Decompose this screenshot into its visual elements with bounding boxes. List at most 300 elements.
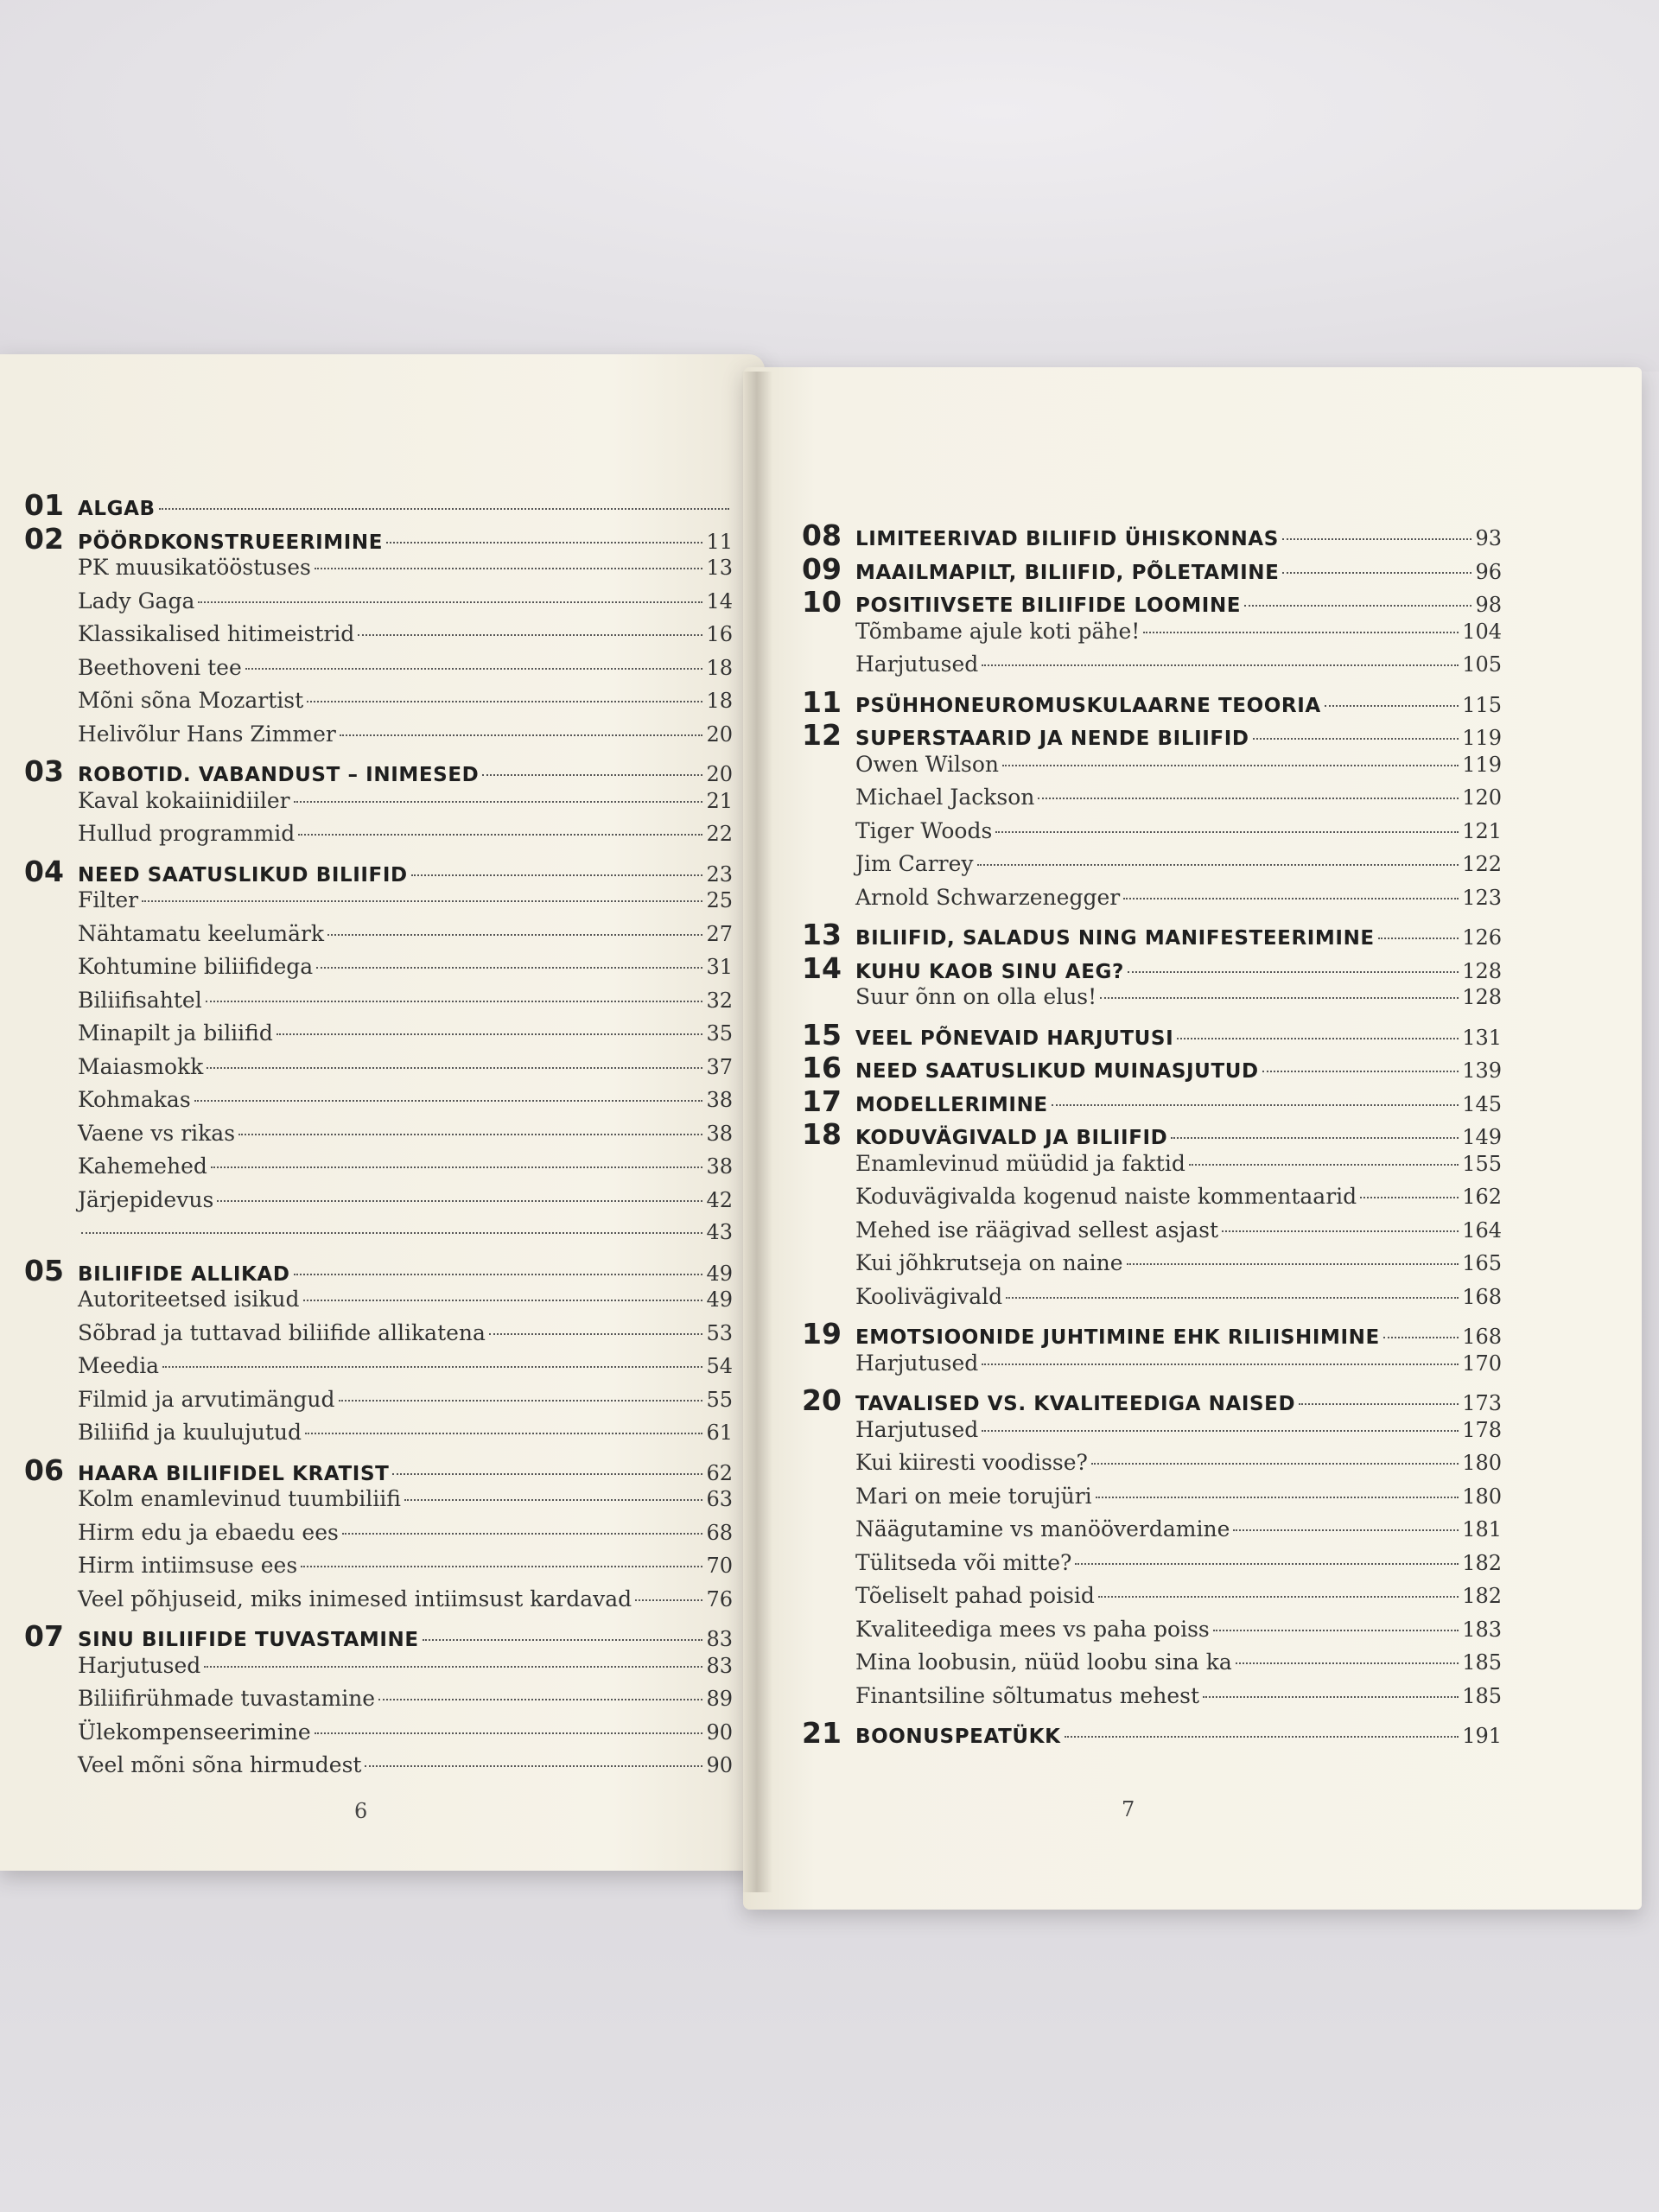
toc-page-number: 68 — [706, 1520, 733, 1545]
dot-leader — [489, 1333, 703, 1335]
chapter-number: 08 — [802, 518, 842, 552]
toc-page-number: 104 — [1462, 619, 1502, 644]
dot-leader — [1203, 1696, 1459, 1698]
toc-page-number: 11 — [706, 529, 733, 554]
toc-page-number: 83 — [706, 1627, 733, 1651]
dot-leader — [162, 1366, 702, 1368]
toc-page-number: 16 — [706, 622, 733, 646]
section-title: Mehed ise räägivad sellest asjast — [855, 1217, 1219, 1243]
section-title: Jim Carrey — [855, 851, 974, 876]
toc-page-number: 126 — [1462, 925, 1502, 950]
toc-subentry — [24, 588, 733, 622]
toc-subentry — [24, 1586, 733, 1620]
toc-subentry — [24, 1121, 733, 1154]
toc-chapter-entry — [802, 585, 1502, 619]
section-title: Biliifirühmade tuvastamine — [78, 1686, 376, 1711]
section-title: Tülitseda või mitte? — [855, 1549, 1072, 1575]
toc-page-number: 49 — [706, 1287, 733, 1312]
dot-leader — [206, 1001, 703, 1002]
toc-subentry — [24, 1054, 733, 1088]
section-title: Helivõlur Hans Zimmer — [78, 721, 336, 747]
chapter-title: LIMITEERIVAD BILIIFID ÜHISKONNAS — [855, 528, 1279, 550]
toc-page-number: 105 — [1462, 652, 1502, 677]
chapter-number: 21 — [802, 1716, 842, 1750]
toc-page-number: 23 — [706, 861, 733, 887]
section-title: Kohtumine biliifidega — [78, 954, 314, 979]
section-title: Harjutused — [78, 1652, 201, 1678]
chapter-title: PÖÖRDKONSTRUEERIMINE — [78, 531, 384, 554]
toc-subentry — [24, 1020, 733, 1054]
dot-leader — [1222, 1230, 1459, 1232]
chapter-number: 19 — [802, 1317, 842, 1351]
toc-page-number: 182 — [1462, 1550, 1502, 1575]
dot-leader — [982, 1363, 1459, 1365]
section-title: Tõmbame ajule koti pähe! — [855, 618, 1141, 644]
toc-subentry — [802, 652, 1502, 685]
toc-page-number: 20 — [706, 762, 733, 786]
chapter-number: 03 — [24, 754, 64, 788]
toc-subentry — [24, 921, 733, 955]
section-title: Klassikalised hitimeistrid — [78, 621, 355, 646]
chapter-title: SINU BILIIFIDE TUVASTAMINE — [78, 1629, 419, 1651]
dot-leader — [1098, 1596, 1459, 1598]
dot-leader — [358, 634, 702, 636]
toc-page-number: 185 — [1462, 1683, 1502, 1708]
toc-page-number: 180 — [1462, 1451, 1502, 1475]
toc-subentry — [24, 555, 733, 588]
toc-subentry — [24, 1320, 733, 1354]
toc-page-number: 182 — [1462, 1584, 1502, 1608]
toc-page-number: 43 — [706, 1220, 733, 1244]
dot-leader — [1325, 705, 1459, 707]
toc-subentry — [24, 1087, 733, 1121]
chapter-number: 07 — [24, 1619, 64, 1653]
toc-subentry — [802, 1550, 1502, 1584]
dot-leader — [245, 668, 703, 670]
toc-page-number: 165 — [1462, 1251, 1502, 1275]
dot-leader — [1282, 538, 1472, 540]
toc-subentry — [24, 788, 733, 822]
toc-page-number: 35 — [706, 1021, 733, 1046]
chapter-title: VEEL PÕNEVAID HARJUTUSI — [855, 1027, 1174, 1050]
toc-page-number: 42 — [706, 1187, 733, 1212]
toc-chapter-entry — [24, 1619, 733, 1653]
chapter-number: 16 — [802, 1051, 842, 1084]
toc-page-number: 22 — [706, 822, 733, 846]
chapter-number: 04 — [24, 854, 64, 888]
toc-page-number: 63 — [706, 1487, 733, 1511]
toc-page-number: 38 — [706, 1154, 733, 1179]
toc-page-number: 32 — [706, 988, 733, 1013]
toc-page-number: 120 — [1462, 785, 1502, 810]
toc-chapter-entry — [802, 1383, 1502, 1417]
dot-leader — [378, 1699, 702, 1700]
section-title: Näägutamine vs manööverdamine — [855, 1516, 1230, 1541]
dot-leader — [1100, 997, 1459, 999]
dot-leader — [411, 874, 703, 876]
dot-leader — [1052, 1104, 1459, 1106]
section-title: Harjutused — [855, 1350, 979, 1376]
dot-leader — [207, 1067, 702, 1069]
dot-leader — [1096, 1497, 1459, 1498]
toc-subentry — [24, 1719, 733, 1753]
dot-leader — [315, 1732, 703, 1734]
dot-leader — [142, 900, 702, 902]
dot-leader — [305, 1433, 702, 1434]
section-title: Biliifid ja kuulujutud — [78, 1420, 302, 1445]
toc-subentry — [802, 1617, 1502, 1650]
chapter-number: 10 — [802, 585, 842, 619]
section-title: Kui kiiresti voodisse? — [855, 1450, 1088, 1475]
toc-chapter-entry — [802, 1018, 1502, 1052]
dot-leader — [159, 508, 729, 510]
dot-leader — [386, 542, 702, 543]
toc-page-number: 181 — [1462, 1517, 1502, 1541]
chapter-title: NEED SAATUSLIKUD MUINASJUTUD — [855, 1060, 1259, 1083]
dot-leader — [316, 967, 702, 969]
toc-chapter-entry — [802, 685, 1502, 719]
toc-page-number: 131 — [1462, 1025, 1502, 1050]
dot-leader — [392, 1473, 702, 1475]
toc-subentry — [802, 885, 1502, 918]
chapter-title: BILIIFIDE ALLIKAD — [78, 1262, 290, 1286]
book-gutter — [741, 372, 772, 1892]
dot-leader — [1236, 1662, 1459, 1664]
section-title: Ülekompenseerimine — [78, 1719, 311, 1745]
section-title: Maiasmokk — [78, 1053, 204, 1079]
toc-chapter-entry — [24, 522, 733, 556]
section-title: Koolivägivald — [855, 1283, 1003, 1309]
section-title: Enamlevinud müüdid ja faktid — [855, 1150, 1185, 1176]
toc-page-number: 38 — [706, 1088, 733, 1112]
toc-page-number: 168 — [1462, 1325, 1502, 1349]
section-title: Kahemehed — [78, 1154, 207, 1179]
toc-page-number: 155 — [1462, 1151, 1502, 1176]
toc-subentry — [802, 752, 1502, 785]
section-title: Minapilt ja biliifid — [78, 1020, 273, 1046]
toc-subentry — [802, 851, 1502, 885]
section-title: Suur õnn on olla elus! — [855, 984, 1097, 1009]
chapter-title: POSITIIVSETE BILIIFIDE LOOMINE — [855, 594, 1242, 617]
dot-leader — [404, 1499, 703, 1501]
dot-leader — [81, 1232, 702, 1234]
chapter-title: MAAILMAPILT, BILIIFID, PÕLETAMINE — [855, 561, 1280, 584]
dot-leader — [1282, 572, 1471, 574]
chapter-number: 13 — [802, 918, 842, 951]
toc-page-number: 55 — [706, 1387, 733, 1412]
toc-chapter-entry — [24, 1453, 733, 1487]
dot-leader — [340, 734, 703, 736]
toc-page-number: 18 — [706, 689, 733, 713]
chapter-title: BILIIFID, SALADUS NING MANIFESTEERIMINE — [855, 927, 1375, 950]
toc-page-number: 149 — [1462, 1125, 1502, 1149]
dot-leader — [635, 1599, 702, 1601]
section-title: Nähtamatu keelumärk — [78, 920, 325, 946]
toc-page-number: 70 — [706, 1554, 733, 1578]
section-title: Kaval kokaiinidiiler — [78, 787, 290, 813]
toc-subentry — [802, 1583, 1502, 1617]
chapter-number: 02 — [24, 521, 64, 556]
toc-subentry — [24, 1287, 733, 1320]
toc-page-number: 37 — [706, 1054, 733, 1079]
toc-subentry — [24, 1486, 733, 1520]
chapter-title: PSÜHHONEUROMUSKULAARNE TEOORIA — [855, 694, 1321, 717]
chapter-number: 01 — [24, 488, 64, 522]
chapter-number: 09 — [802, 551, 842, 586]
toc-page-number: 13 — [706, 556, 733, 580]
toc-page-number: 14 — [706, 588, 733, 613]
toc-page-number: 180 — [1462, 1484, 1502, 1509]
dot-leader — [342, 1533, 703, 1535]
toc-chapter-entry — [802, 1051, 1502, 1084]
toc-right — [802, 518, 1502, 1750]
background-fabric — [0, 0, 1659, 372]
section-title: Mina loobusin, nüüd loobu sina ka — [855, 1649, 1232, 1675]
section-title: Michael Jackson — [855, 785, 1035, 810]
toc-subentry — [24, 721, 733, 755]
chapter-title: HAARA BILIIFIDEL KRATIST — [78, 1462, 390, 1485]
chapter-title: SUPERSTAARID JA NENDE BILIIFID — [855, 728, 1249, 750]
chapter-number: 06 — [24, 1452, 64, 1487]
dot-leader — [1378, 938, 1459, 939]
dot-leader — [276, 1033, 703, 1035]
toc-subentry — [802, 1450, 1502, 1484]
chapter-number: 15 — [802, 1017, 842, 1052]
toc-page-number: 31 — [706, 955, 733, 979]
dot-leader — [307, 701, 702, 702]
dot-leader — [1171, 1137, 1459, 1139]
toc-page-number: 115 — [1462, 692, 1502, 717]
toc-subentry — [24, 1187, 733, 1221]
dot-leader — [327, 934, 702, 936]
dot-leader — [1002, 765, 1459, 766]
section-title: Hirm edu ja ebaedu ees — [78, 1519, 339, 1545]
toc-chapter-entry — [802, 1084, 1502, 1118]
toc-subentry — [24, 1653, 733, 1687]
toc-subentry — [24, 655, 733, 689]
dot-leader — [298, 834, 702, 836]
chapter-title: TAVALISED VS. KVALITEEDIGA NAISED — [855, 1393, 1296, 1415]
dot-leader — [1065, 1736, 1459, 1738]
dot-leader — [1213, 1630, 1459, 1631]
toc-chapter-entry — [802, 718, 1502, 752]
dot-leader — [1360, 1197, 1459, 1198]
section-title: Meedia — [78, 1353, 160, 1378]
dot-leader — [339, 1400, 703, 1402]
section-title: Hullud programmid — [78, 821, 296, 846]
section-title: Owen Wilson — [855, 751, 999, 777]
toc-page-number: 145 — [1462, 1091, 1502, 1116]
toc-subentry — [802, 1484, 1502, 1517]
dot-leader — [1123, 898, 1459, 899]
dot-leader — [315, 568, 703, 569]
chapter-title: ROBOTID. VABANDUST – INIMESED — [78, 764, 480, 786]
toc-chapter-entry — [24, 488, 733, 522]
dot-leader — [1127, 1263, 1459, 1265]
section-title: Kohmakas — [78, 1087, 191, 1112]
dot-leader — [204, 1666, 702, 1668]
chapter-title: KODUVÄGIVALD JA BILIIFID — [855, 1127, 1168, 1149]
dot-leader — [482, 774, 702, 776]
toc-page-number: 25 — [706, 888, 733, 912]
section-title: Lady Gaga — [78, 588, 195, 613]
toc-subentry — [24, 1520, 733, 1554]
chapter-number: 11 — [802, 684, 842, 719]
toc-chapter-entry — [802, 1716, 1502, 1750]
chapter-number: 17 — [802, 1084, 842, 1118]
toc-page-number: 76 — [706, 1586, 733, 1611]
chapter-title: ALGAB — [78, 498, 156, 520]
toc-subentry — [24, 1752, 733, 1786]
dot-leader — [423, 1639, 703, 1641]
chapter-number: 14 — [802, 950, 842, 985]
toc-page-number: 168 — [1462, 1284, 1502, 1309]
toc-chapter-entry — [802, 552, 1502, 586]
dot-leader — [365, 1765, 702, 1767]
toc-page-number: 53 — [706, 1320, 733, 1345]
toc-subentry — [802, 1284, 1502, 1318]
toc-subentry — [802, 1250, 1502, 1284]
toc-chapter-entry — [802, 518, 1502, 552]
toc-subentry — [802, 1649, 1502, 1683]
toc-page-number: 93 — [1475, 526, 1502, 550]
section-title: Kvaliteediga mees vs paha poiss — [855, 1616, 1210, 1642]
toc-subentry — [802, 1151, 1502, 1185]
page-number-right: 7 — [1122, 1797, 1135, 1821]
section-title: Kolm enamlevinud tuumbiliifi — [78, 1486, 401, 1511]
toc-page-number: 27 — [706, 921, 733, 946]
section-title: PK muusikatööstuses — [78, 555, 311, 580]
dot-leader — [294, 801, 703, 803]
toc-page-number: 18 — [706, 655, 733, 680]
dot-leader — [301, 1566, 702, 1567]
chapter-number: 12 — [802, 718, 842, 752]
toc-page-number: 89 — [706, 1687, 733, 1711]
dot-leader — [1189, 1164, 1459, 1166]
section-title: Tõeliselt pahad poisid — [855, 1583, 1095, 1608]
dot-leader — [1233, 1529, 1459, 1531]
dot-leader — [1177, 1038, 1459, 1039]
dot-leader — [982, 1430, 1459, 1432]
toc-page-number: 123 — [1462, 885, 1502, 910]
chapter-title: MODELLERIMINE — [855, 1093, 1048, 1116]
toc-page-number: 119 — [1462, 752, 1502, 777]
toc-subentry — [24, 1553, 733, 1586]
toc-page-number: 139 — [1462, 1058, 1502, 1083]
toc-page-number: 128 — [1462, 985, 1502, 1009]
toc-subentry — [802, 1351, 1502, 1384]
toc-chapter-entry — [24, 1254, 733, 1287]
toc-chapter-entry — [802, 1117, 1502, 1151]
toc-subentry — [24, 821, 733, 855]
toc-page-number: 90 — [706, 1719, 733, 1745]
toc-page-number: 178 — [1462, 1417, 1502, 1442]
dot-leader — [982, 664, 1459, 666]
section-title: Beethoveni tee — [78, 654, 242, 680]
toc-page-number: 170 — [1462, 1351, 1502, 1376]
toc-subentry — [802, 1516, 1502, 1550]
section-title: Mõni sõna Mozartist — [78, 688, 304, 713]
section-title: Veel mõni sõna hirmudest — [78, 1752, 362, 1777]
toc-page-number: 173 — [1462, 1391, 1502, 1415]
section-title: Filmid ja arvutimängud — [78, 1386, 335, 1412]
dot-leader — [1075, 1563, 1459, 1565]
toc-subentry — [24, 887, 733, 921]
toc-chapter-entry — [24, 754, 733, 788]
section-title: Koduvägivalda kogenud naiste kommentaarid — [855, 1184, 1357, 1209]
section-title: Veel põhjuseid, miks inimesed intiimsust kardavad — [78, 1586, 632, 1611]
toc-subentry — [24, 621, 733, 655]
chapter-title: EMOTSIOONIDE JUHTIMINE EHK RILIISHIMINE — [855, 1326, 1380, 1349]
dot-leader — [211, 1166, 703, 1168]
toc-subentry — [802, 1683, 1502, 1717]
toc-page-number: 183 — [1462, 1617, 1502, 1642]
toc-subentry — [24, 1220, 733, 1254]
dot-leader — [198, 601, 702, 603]
toc-page-number: 119 — [1462, 726, 1502, 750]
toc-page-number: 38 — [706, 1121, 733, 1146]
section-title: Vaene vs rikas — [78, 1120, 236, 1146]
section-title: Filter — [78, 887, 139, 912]
dot-leader — [1383, 1337, 1459, 1338]
section-title: Kui jõhkrutseja on naine — [855, 1250, 1123, 1275]
chapter-title: BOONUSPEATÜKK — [855, 1726, 1061, 1748]
toc-left — [24, 488, 733, 1786]
toc-subentry — [802, 1184, 1502, 1217]
toc-page-number: 21 — [706, 788, 733, 813]
dot-leader — [217, 1200, 702, 1202]
dot-leader — [1143, 632, 1459, 633]
dot-leader — [1244, 605, 1471, 607]
toc-subentry — [802, 619, 1502, 652]
toc-page-number: 128 — [1462, 958, 1502, 983]
toc-page-number: 164 — [1462, 1217, 1502, 1243]
dot-leader — [1262, 1071, 1459, 1072]
chapter-title: KUHU KAOB SINU AEG? — [855, 960, 1124, 983]
dot-leader — [995, 831, 1459, 833]
toc-page-number: 191 — [1462, 1724, 1502, 1748]
toc-page-number: 62 — [706, 1460, 733, 1485]
dot-leader — [977, 864, 1459, 866]
section-title: Harjutused — [855, 652, 979, 677]
dot-leader — [1128, 971, 1459, 973]
section-title: Arnold Schwarzenegger — [855, 884, 1121, 910]
toc-subentry — [24, 988, 733, 1021]
dot-leader — [1038, 798, 1459, 799]
section-title: Finantsiline sõltumatus mehest — [855, 1682, 1199, 1708]
toc-chapter-entry — [802, 918, 1502, 951]
toc-page-number: 96 — [1475, 559, 1502, 584]
dot-leader — [1253, 738, 1459, 740]
section-title: Hirm intiimsuse ees — [78, 1553, 298, 1578]
dot-leader — [1091, 1463, 1459, 1465]
toc-chapter-entry — [24, 855, 733, 888]
dot-leader — [238, 1134, 702, 1135]
toc-page-number: 121 — [1462, 818, 1502, 843]
chapter-number: 18 — [802, 1117, 842, 1151]
toc-page-number: 49 — [706, 1261, 733, 1286]
toc-subentry — [802, 1217, 1502, 1251]
toc-subentry — [802, 818, 1502, 852]
toc-subentry — [24, 1686, 733, 1719]
dot-leader — [303, 1300, 703, 1301]
chapter-number: 20 — [802, 1383, 842, 1417]
page-number-left: 6 — [354, 1799, 368, 1823]
toc-page-number: 61 — [706, 1421, 733, 1445]
toc-chapter-entry — [802, 951, 1502, 985]
toc-subentry — [802, 1417, 1502, 1451]
section-title: Harjutused — [855, 1416, 979, 1442]
